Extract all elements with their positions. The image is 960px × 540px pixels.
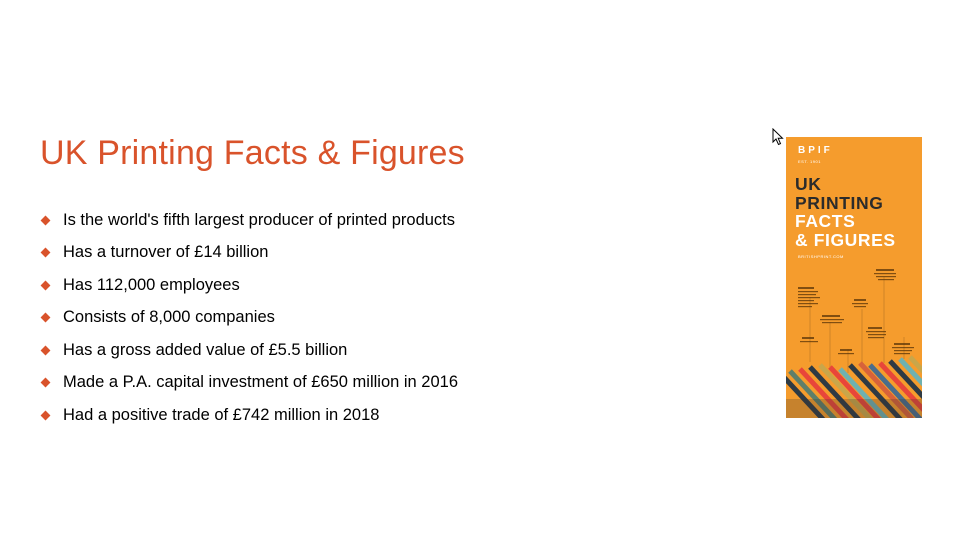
diamond-bullet-icon [41, 345, 51, 355]
cover-title-line: & FIGURES [795, 229, 896, 250]
bullet-item [40, 269, 458, 302]
diamond-bullet-icon [41, 248, 51, 258]
bullet-item [40, 302, 458, 335]
diamond-bullet-icon [41, 410, 51, 420]
bullet-item [40, 367, 458, 400]
cover-title-line: UK [795, 174, 822, 194]
bullet-text: Had a positive trade of £742 million in 2018 [63, 405, 380, 424]
cover-url: BRITISHPRINT.COM [798, 254, 844, 259]
bullet-text: Has a turnover of £14 billion [63, 243, 269, 262]
diamond-bullet-icon [41, 280, 51, 290]
bullet-text: Has a gross added value of £5.5 billion [63, 340, 348, 359]
diamond-bullet-icon [41, 313, 51, 323]
cover-title-line: PRINTING [795, 192, 884, 213]
diamond-bullet-icon [41, 215, 51, 225]
report-cover-image [786, 137, 922, 418]
bullet-item [40, 204, 458, 237]
cover-title-line: FACTS [795, 211, 856, 231]
diamond-bullet-icon [41, 378, 51, 388]
bullet-text: Has 112,000 employees [63, 275, 240, 294]
cover-title [795, 175, 896, 249]
mouse-pointer-icon [772, 128, 784, 146]
logo-subtitle: EST. 1901 [798, 159, 821, 164]
bullet-item [40, 334, 458, 367]
bullet-text: Is the world's fifth largest producer of printed products [63, 210, 456, 229]
slide-title: UK Printing Facts & Figures [40, 134, 465, 172]
bpif-logo: BPIF [798, 145, 833, 156]
bullet-list [40, 204, 458, 432]
bullet-item [40, 237, 458, 270]
bullet-item [40, 399, 458, 432]
bullet-text: Made a P.A. capital investment of £650 million in 2016 [63, 373, 459, 392]
bullet-text: Consists of 8,000 companies [63, 308, 275, 327]
